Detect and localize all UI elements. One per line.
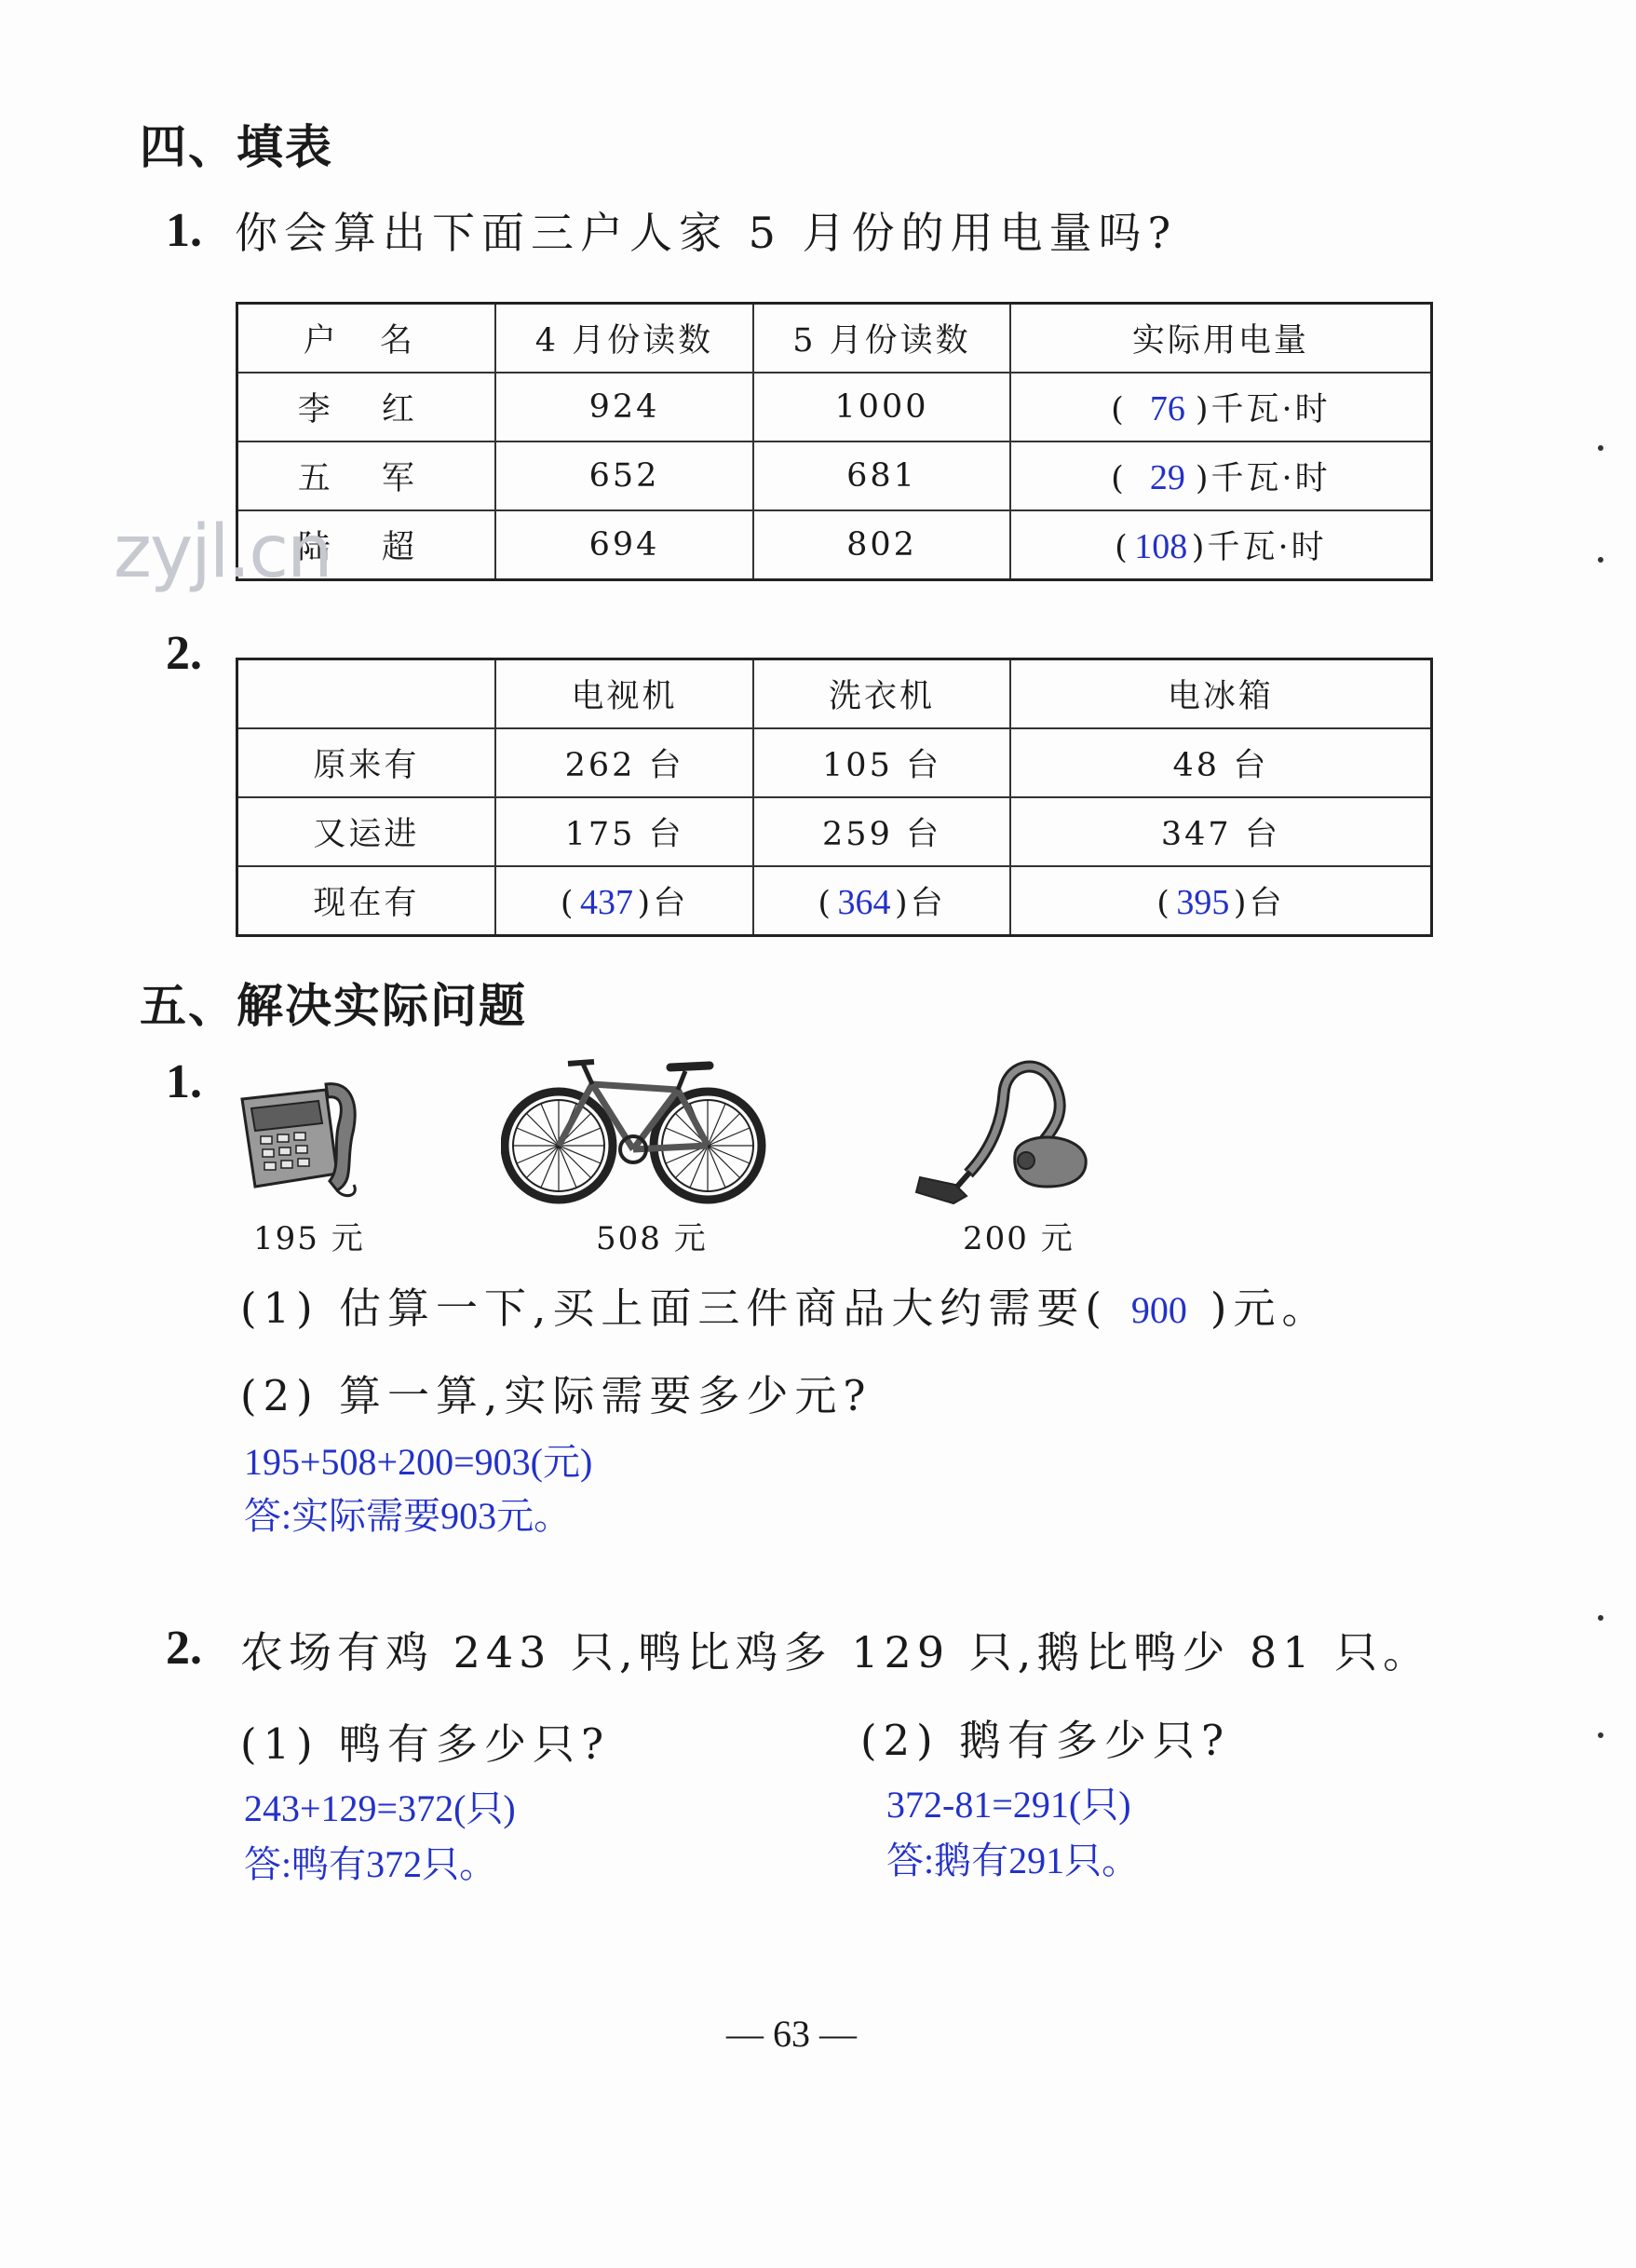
household-name: 五 军 xyxy=(237,441,495,510)
margin-mark xyxy=(1598,445,1603,451)
q2-part2-answer: 答:鹅有291只。 xyxy=(886,1840,1140,1881)
table-row xyxy=(237,373,1432,441)
header-april-reading: 4 月份读数 xyxy=(495,304,754,373)
usage-cell: ( 76 )千瓦·时 xyxy=(1010,373,1432,441)
question-2-number: 2. xyxy=(166,627,202,680)
row-label: 原来有 xyxy=(237,728,495,797)
unit: 台 xyxy=(1249,885,1285,922)
question-2-text: 农场有鸡 243 只,鸭比鸡多 129 只,鹅比鸭少 81 只。 xyxy=(240,1627,1432,1677)
usage-answer: 29 xyxy=(1149,458,1185,497)
vacuum-price: 200 元 xyxy=(963,1220,1075,1257)
q1-part1 xyxy=(240,1274,1330,1335)
washer-total-cell: ( 364 )台 xyxy=(753,866,1009,936)
q1-part1-text: (1) 估算一下,买上面三件商品大约需要( xyxy=(240,1283,1108,1333)
may-reading: 1000 xyxy=(753,373,1010,441)
fridge-count: 48 台 xyxy=(1010,728,1432,797)
q2-part1-calculation: 243+129=372(只) xyxy=(244,1787,516,1829)
telephone-price: 195 元 xyxy=(253,1220,365,1257)
table-row xyxy=(237,510,1432,580)
washer-count: 105 台 xyxy=(753,728,1009,797)
usage-unit: 千瓦·时 xyxy=(1210,460,1331,497)
unit: 台 xyxy=(910,885,946,922)
electricity-table xyxy=(236,302,1433,581)
usage-cell: ( 29 )千瓦·时 xyxy=(1010,441,1432,510)
april-reading: 652 xyxy=(495,441,754,510)
washer-total-answer: 364 xyxy=(837,883,891,922)
usage-unit: 千瓦·时 xyxy=(1207,529,1327,566)
usage-unit: 千瓦·时 xyxy=(1210,391,1331,428)
q1-part2-answer: 答:实际需要903元。 xyxy=(244,1495,572,1537)
row-label: 又运进 xyxy=(237,797,495,866)
q2-part2: (2) 鹅有多少只? xyxy=(860,1716,1231,1765)
q1-part1-answer: 900 xyxy=(1130,1289,1187,1331)
margin-mark xyxy=(1598,557,1603,563)
header-household: 户 名 xyxy=(237,304,495,373)
vacuum-cleaner-icon xyxy=(913,1056,1089,1205)
table-row xyxy=(237,797,1432,866)
page-number: — 63 — xyxy=(726,2013,857,2055)
tv-total-cell: ( 437 )台 xyxy=(495,866,753,936)
q2-part2-calculation: 372-81=291(只) xyxy=(886,1784,1131,1826)
usage-answer: 108 xyxy=(1134,527,1188,566)
row-label: 现在有 xyxy=(237,866,495,936)
usage-answer: 76 xyxy=(1149,389,1185,428)
tv-count: 175 台 xyxy=(495,797,753,866)
table-row xyxy=(237,866,1432,936)
q1-part2-calculation: 195+508+200=903(元) xyxy=(244,1441,593,1483)
fridge-count: 347 台 xyxy=(1010,797,1432,866)
q1-part1-suffix: )元。 xyxy=(1210,1283,1331,1333)
section-5-title: 五、解决实际问题 xyxy=(140,979,527,1033)
april-reading: 924 xyxy=(495,373,754,441)
question-1-number: 1. xyxy=(166,1055,202,1108)
watermark: zyjl.cn xyxy=(114,510,331,594)
appliance-table xyxy=(236,658,1433,937)
margin-mark xyxy=(1598,1732,1603,1738)
table-header-row xyxy=(237,304,1432,373)
question-1-number: 1. xyxy=(166,204,202,257)
header-may-reading: 5 月份读数 xyxy=(753,304,1010,373)
bicycle-price: 508 元 xyxy=(596,1220,708,1257)
table-header-row xyxy=(237,659,1432,729)
household-name: 李 红 xyxy=(237,373,495,441)
margin-mark xyxy=(1598,1615,1603,1621)
q2-part1-answer: 答:鸭有372只。 xyxy=(244,1843,497,1885)
header-actual-usage: 实际用电量 xyxy=(1010,304,1432,373)
header-empty xyxy=(237,659,495,729)
q2-part1: (1) 鸭有多少只? xyxy=(240,1719,611,1769)
header-fridge: 电冰箱 xyxy=(1010,659,1432,729)
may-reading: 802 xyxy=(753,510,1010,580)
household-name: 陆 超 xyxy=(237,510,495,580)
unit: 台 xyxy=(653,885,689,922)
usage-cell: ( 108 )千瓦·时 xyxy=(1010,510,1432,580)
may-reading: 681 xyxy=(753,441,1010,510)
header-washer: 洗衣机 xyxy=(753,659,1009,729)
table-row xyxy=(237,441,1432,510)
washer-count: 259 台 xyxy=(753,797,1009,866)
tv-count: 262 台 xyxy=(495,728,753,797)
tv-total-answer: 437 xyxy=(580,883,634,922)
q1-part2: (2) 算一算,实际需要多少元? xyxy=(240,1371,872,1420)
question-2-number: 2. xyxy=(166,1622,202,1675)
bicycle-icon xyxy=(501,1056,767,1205)
fridge-total-cell: ( 395 )台 xyxy=(1010,866,1432,936)
question-1-text: 你会算出下面三户人家 5 月份的用电量吗? xyxy=(235,208,1178,258)
april-reading: 694 xyxy=(495,510,754,580)
header-tv: 电视机 xyxy=(495,659,753,729)
telephone-icon xyxy=(233,1071,363,1202)
table-row xyxy=(237,728,1432,797)
fridge-total-answer: 395 xyxy=(1176,883,1230,922)
section-4-title: 四、填表 xyxy=(140,120,333,174)
